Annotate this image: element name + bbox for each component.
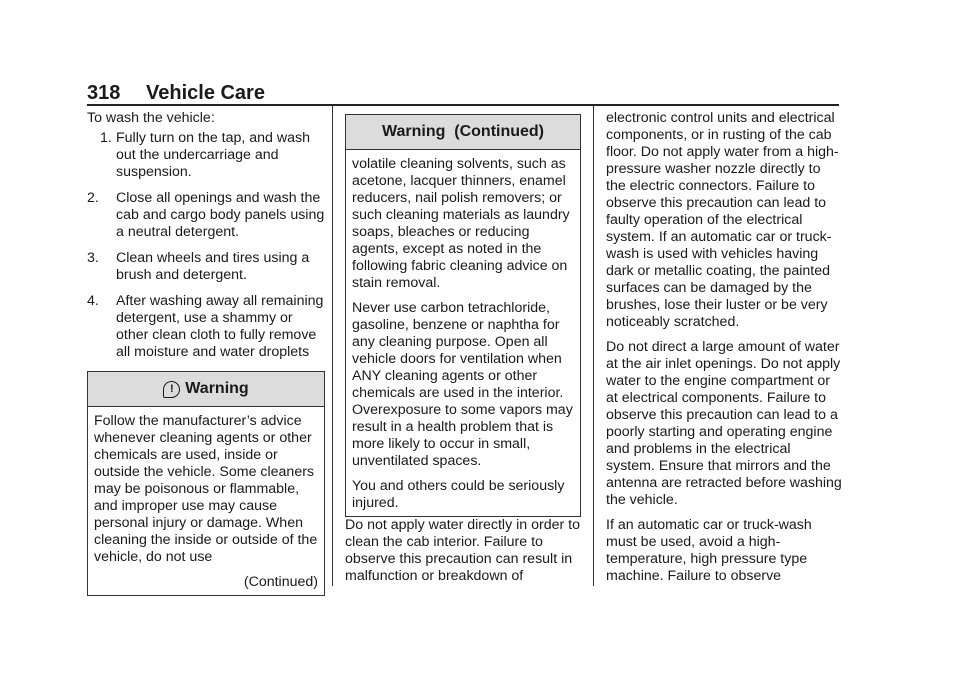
step-text: After washing away all remaining detergent, use a shammy or other clean cloth to fully remove all moisture and water droplets — [116, 293, 324, 360]
warning-paragraph: volatile cleaning solvents, such as acetone, lacquer thinners, enamel reducers, nail polish removers; or such cleaning materials as laundry soaps, bleaches or reducing agents, except as noted in the following fabric cleaning advice on stain removal. — [352, 156, 570, 291]
step-text: Clean wheels and tires using a brush and detergent. — [116, 250, 310, 283]
header-rule — [87, 104, 839, 106]
warning-icon: ! — [163, 381, 180, 398]
column-2 — [345, 114, 581, 585]
step-number: 4. — [87, 293, 99, 309]
column-divider — [332, 106, 333, 586]
intro-text: To wash the vehicle: — [87, 110, 215, 126]
body-paragraph: Do not direct a large amount of water at the air inlet openings. Do not apply water to the engine compartment or at electrical components. Failure to observe this precaution can lead to a poorly starting and operating engine and problems in the electrical system. Ensure that mirrors and the antenna are retracted before washing the vehicle. — [606, 339, 842, 508]
body-paragraph: Do not apply water directly in order to clean the cab interior. Failure to observe this precaution can result in malfunction or breakdown of — [345, 517, 580, 584]
step-number: 3. — [87, 250, 99, 266]
warning-text: Follow the manufacturer’s advice whenever cleaning agents or other chemicals are used, inside or outside the vehicle. Some cleaners may be poisonous or flammable, and improper use may cause personal injury or damage. When cleaning the inside or outside of the vehicle, do not use — [94, 413, 318, 565]
step-number: 2. — [87, 190, 99, 206]
list-item — [87, 190, 325, 241]
warning-header — [88, 372, 324, 407]
warning-header: Warning (Continued) — [346, 115, 580, 150]
column-3 — [606, 110, 842, 585]
step-text: Fully turn on the tap, and wash out the undercarriage and suspension. — [116, 130, 311, 180]
column-divider — [593, 106, 594, 586]
warning-body — [88, 407, 324, 595]
column-1 — [87, 110, 325, 596]
warning-box — [87, 371, 325, 596]
body-paragraph: If an automatic car or truck-wash must be used, avoid a high-temperature, high pressure type machine. Failure to observe — [606, 517, 812, 584]
warning-title: Warning — [185, 380, 249, 397]
warning-paragraph: Never use carbon tetrachloride, gasoline, benzene or naphtha for any cleaning purpose. Open all vehicle doors for ventilation when ANY cleaning agents or other chemicals are used in the interior. Overexposure to some vapors may result in a health problem that is more likely to occur in small, unventilated spaces. — [352, 300, 573, 469]
body-paragraph: electronic control units and electrical components, or in rusting of the cab floor. Do not apply water from a high-pressure washer nozzle directly to the electric connectors. Failure to observe this precaution can lead to faulty operation of the electrical system. If an automatic car or truck-wash is used with vehicles having dark or metallic coating, the painted surfaces can be damaged by the brushes, lose their luster or be very noticeably scratched. — [606, 110, 839, 330]
page-number: 318 — [87, 82, 121, 104]
wash-steps-list — [87, 130, 325, 361]
continued-label: (Continued) — [243, 574, 318, 590]
warning-continued-box — [345, 114, 581, 517]
step-text: Close all openings and wash the cab and cargo body panels using a neutral detergent. — [116, 190, 325, 240]
warning-body — [346, 150, 580, 516]
list-item — [87, 293, 325, 361]
section-title: Vehicle Care — [146, 82, 265, 104]
step-number: 1. — [100, 130, 112, 146]
warning-paragraph: You and others could be seriously injured. — [352, 478, 565, 511]
list-item — [87, 130, 325, 181]
list-item — [87, 250, 325, 284]
